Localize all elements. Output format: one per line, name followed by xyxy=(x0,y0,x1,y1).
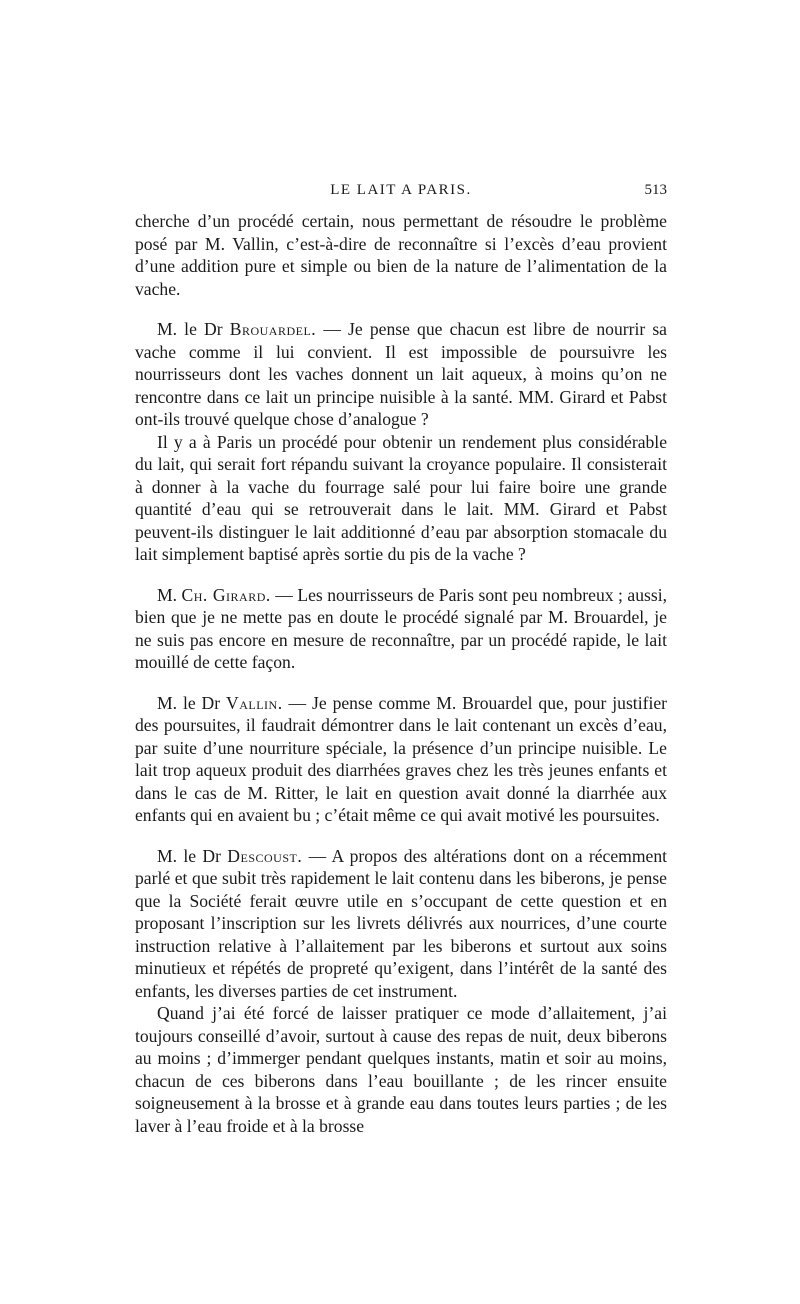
book-page xyxy=(135,182,667,1137)
paragraph-text: — Les nourrisseurs de Paris sont peu nombreux ; aussi, bien que je ne mette pas en doute le procédé signalé par M. Brouardel, je ne suis pas encore en mesure de reconnaître, par un procédé rapide, le lait mouillé de cette façon. xyxy=(135,584,667,672)
speaker-prefix: M. le Dr xyxy=(157,845,228,866)
paragraph-text: — Je pense comme M. Brouardel que, pour justifier des poursuites, il faudrait démontrer dans le lait contenant un excès d’eau, par suite d’une nourriture spéciale, la présence d’un principe nuisible. Le lait trop aqueux produit des diarrhées graves chez les très jeunes enfants et dans le cas de M. Ritter, le lait en question avait donné la diarrhée aux enfants qui en avaient bu ; c’était même ce qui avait motivé les poursuites. xyxy=(135,692,667,825)
speaker-prefix: M. le Dr xyxy=(157,319,230,339)
speaker-prefix: M. xyxy=(157,584,182,605)
running-head xyxy=(135,182,667,202)
paragraph-text: — A propos des altérations dont on a récemment parlé et que subit très rapidement le lait contenu dans les biberons, je pense que la Société ferait œuvre utile en s’occupant de cette question et en proposant l’inscription sur les livrets délivrés aux nourrices, d’une courte instruction relative à l’allaitement par les biberons et surtout aux soins minutieux et répétés de propreté qu’exigent, dans l’intérêt de la santé des enfants, les diverses parties de cet instrument. xyxy=(135,845,668,1001)
paragraph-descoust xyxy=(135,845,667,1003)
running-title: LE LAIT A PARIS. xyxy=(330,182,472,198)
paragraph-brouardel xyxy=(135,318,667,431)
page-number: 513 xyxy=(644,182,667,198)
paragraph-text: Il y a à Paris un procédé pour obtenir un rendement plus considérable du lait, qui serait fort répandu suivant la croyance populaire. Il consisterait à donner à la vache du fourrage salé pour lui faire boire une grande quantité d’eau qui se retrouverait dans le lait. MM. Girard et Pabst peuvent-ils distinguer le lait additionné d’eau par absorption stomacale du lait simplement baptisé après sortie du pis de la vache ? xyxy=(135,431,667,564)
speaker-name: Ch. Girard. xyxy=(181,584,271,605)
speaker-prefix: M. le Dr xyxy=(157,692,227,713)
paragraph-vallin xyxy=(135,692,667,827)
paragraph-text: cherche d’un procédé certain, nous permettant de résoudre le problème posé par M. Vallin, c’est-à-dire de reconnaître si l’excès d’eau provient d’une addition pure et simple ou bien de la nature de l’alimentation de la vache. xyxy=(135,211,667,299)
paragraph-brouardel-cont xyxy=(135,431,667,566)
paragraph-continuation xyxy=(135,210,667,300)
speaker-name: Brouardel. xyxy=(229,319,317,339)
paragraph-descoust-cont xyxy=(135,1002,667,1137)
paragraph-text: Quand j’ai été forcé de laisser pratiquer ce mode d’allaitement, j’ai toujours conseillé d’avoir, surtout à cause des repas de nuit, deux biberons au moins ; d’immerger pendant quelques instants, matin et soir au moins, chacun de ces biberons dans l’eau bouillante ; de les rincer ensuite soigneusement à la brosse et à grande eau dans toutes leurs parties ; de les laver à l’eau froide et à la brosse xyxy=(135,1003,667,1136)
speaker-name: Vallin. xyxy=(226,692,283,713)
speaker-name: Descoust. xyxy=(227,845,303,866)
paragraph-girard xyxy=(135,584,667,674)
paragraph-text: — Je pense que chacun est libre de nourrir sa vache comme il lui convient. Il est impossible de poursuivre les nourrisseurs dont les vaches donnent un lait aqueux, à moins qu’on ne rencontre dans ce lait un principe nuisible à la santé. MM. Girard et Pabst ont-ils trouvé quelque chose d’analogue ? xyxy=(135,319,667,429)
